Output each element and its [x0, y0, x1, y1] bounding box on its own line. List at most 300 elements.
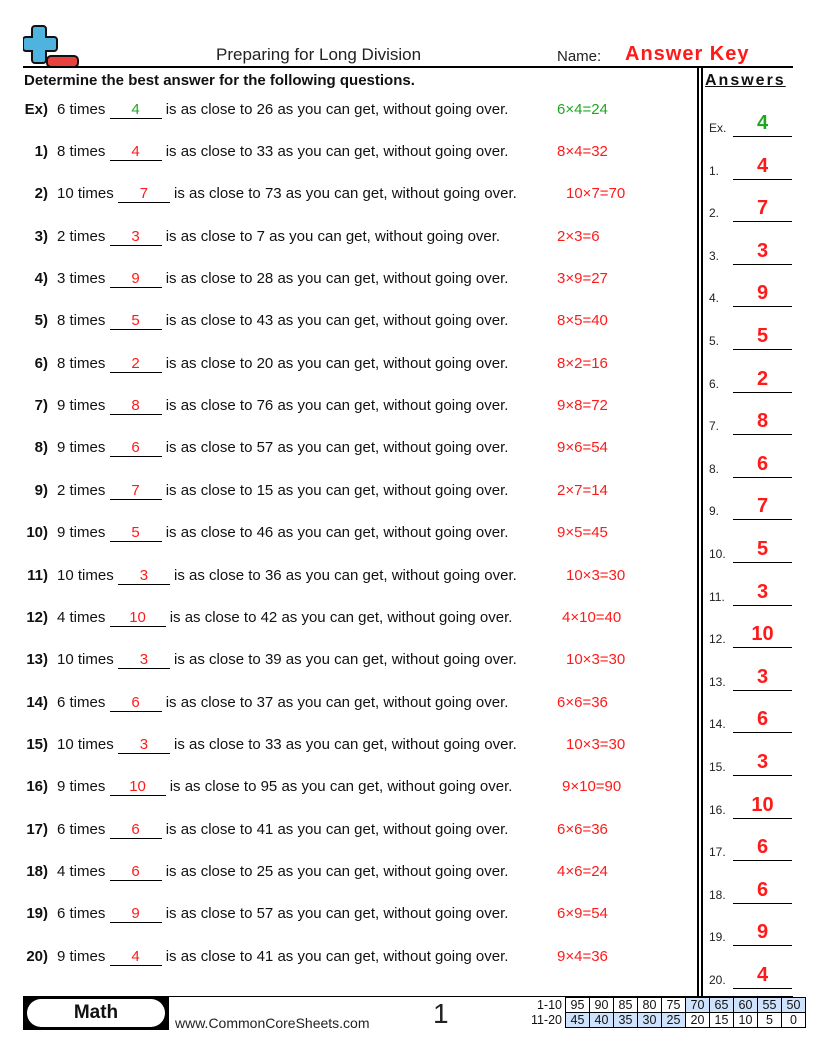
answer-key-value: 9 [756, 921, 769, 944]
answer-value: 6 [131, 439, 140, 456]
score-cell: 55 [758, 998, 782, 1013]
answer-blank [110, 143, 162, 161]
question-row [0, 736, 690, 758]
score-cell: 20 [686, 1013, 710, 1028]
multiplier: 9 [57, 439, 66, 456]
times-word: times [69, 312, 106, 329]
times-word: times [69, 397, 106, 414]
answer-key-row [709, 448, 793, 478]
answer-key-label: 18. [709, 887, 726, 902]
answer-blank [110, 524, 162, 542]
answer-key-row [709, 533, 793, 563]
question-text [57, 821, 508, 839]
worked-solution: 10×3=30 [566, 651, 626, 668]
multiplier: 6 [57, 905, 66, 922]
question-number: 5) [34, 312, 48, 329]
sentence-middle: is as close to [165, 101, 253, 118]
target-number: 37 [256, 694, 274, 711]
question-text [57, 736, 517, 754]
sentence-middle: is as close to [165, 482, 253, 499]
answer-value: 9 [131, 270, 140, 287]
subject-badge [23, 996, 169, 1030]
answer-key-line [733, 136, 792, 137]
sentence-end: as you can get, without going over. [285, 185, 517, 202]
answer-key-label: Ex. [709, 121, 727, 135]
sentence-end: as you can get, without going over. [277, 482, 509, 499]
answer-key-value: 6 [756, 836, 769, 859]
answer-value: 7 [139, 185, 149, 202]
sentence-end: as you can get, without going over. [277, 143, 509, 160]
worked-solution: 3×9=27 [557, 270, 608, 287]
score-cell: 35 [614, 1013, 638, 1028]
sentence-middle: is as close to [169, 609, 257, 626]
question-number: 3) [34, 228, 48, 245]
answer-key-row [709, 703, 793, 733]
multiplier: 10 [57, 567, 74, 584]
multiplier: 8 [57, 143, 66, 160]
answer-key-row [709, 192, 793, 222]
question-row [0, 228, 690, 250]
multiplier: 6 [57, 101, 66, 118]
question-row [0, 355, 690, 377]
question-row [0, 439, 690, 461]
sentence-end: as you can get, without going over. [285, 736, 517, 753]
score-cell: 45 [566, 1013, 590, 1028]
worked-solution: 2×7=14 [557, 482, 608, 499]
answer-key-label: 19. [709, 930, 726, 945]
answer-key-line [733, 221, 792, 222]
multiplier: 3 [57, 270, 66, 287]
times-word: times [69, 228, 106, 245]
answer-key-value: 7 [756, 495, 769, 518]
question-number: 9) [34, 482, 48, 499]
multiplier: 4 [57, 863, 66, 880]
score-cell: 10 [734, 1013, 758, 1028]
answer-key-row [709, 150, 793, 180]
answer-key-value: 6 [756, 878, 769, 901]
answer-blank [110, 694, 162, 712]
answer-value: 8 [131, 397, 140, 414]
sentence-middle: is as close to [165, 439, 253, 456]
worked-solution: 8×5=40 [557, 312, 608, 329]
answer-key-line [733, 562, 792, 563]
question-text [57, 101, 508, 119]
question-row [0, 948, 690, 970]
sentence-middle: is as close to [174, 736, 261, 753]
score-cell: 60 [734, 998, 758, 1013]
answer-key-label: 12. [709, 632, 726, 647]
question-text [57, 270, 508, 288]
multiplier: 9 [57, 397, 66, 414]
multiplier: 10 [57, 185, 74, 202]
sentence-end: as you can get, without going over. [277, 524, 509, 541]
question-number: 19) [26, 905, 48, 922]
subject-label: Math [27, 999, 165, 1027]
answer-key-line [733, 690, 792, 691]
answer-value: 10 [129, 778, 146, 795]
question-text [57, 312, 508, 330]
answer-value: 3 [139, 651, 149, 668]
worked-solution: 8×4=32 [557, 143, 608, 160]
target-number: 33 [256, 143, 274, 160]
question-text [57, 524, 508, 542]
answer-key-value: 5 [756, 538, 769, 560]
answer-key-line [733, 179, 792, 180]
answer-key-line [733, 647, 792, 648]
answer-key-label: 9. [709, 504, 720, 519]
question-row [0, 397, 690, 419]
page-number: 1 [433, 998, 449, 1029]
answer-blank [110, 863, 162, 881]
answer-key-row [709, 661, 793, 691]
multiplier: 9 [57, 524, 66, 541]
answer-key-value: 3 [756, 580, 769, 603]
answer-blank [118, 185, 170, 203]
sentence-middle: is as close to [169, 778, 257, 795]
target-number: 57 [256, 439, 274, 456]
question-text [57, 651, 517, 669]
answer-key-label: 16. [709, 802, 726, 817]
answer-key-value: 7 [756, 197, 769, 220]
answers-column-divider-inner [701, 68, 703, 996]
worked-solution: 2×3=6 [557, 228, 600, 245]
question-text [57, 185, 517, 203]
sentence-middle: is as close to [165, 397, 253, 414]
question-text [57, 143, 508, 161]
question-number: 15) [26, 736, 48, 753]
answer-key-row [709, 107, 793, 137]
answer-key-line [733, 264, 792, 265]
answer-blank [110, 397, 162, 415]
answer-key-line [733, 519, 792, 520]
answer-key-value: 3 [756, 239, 769, 262]
question-text [57, 567, 517, 585]
answer-key-label: 4. [709, 291, 720, 306]
question-row [0, 863, 690, 885]
target-number: 26 [256, 101, 274, 118]
score-cell: 75 [662, 998, 686, 1013]
answer-key-row [709, 320, 793, 350]
sentence-end: as you can get, without going over. [277, 821, 509, 838]
answer-key-row [709, 916, 793, 946]
answer-key-label: 6. [709, 376, 720, 391]
worked-solution: 10×3=30 [566, 736, 626, 753]
score-cell: 85 [614, 998, 638, 1013]
sentence-middle: is as close to [165, 863, 253, 880]
target-number: 39 [264, 651, 282, 668]
multiplier: 9 [57, 778, 66, 795]
answer-key-row [709, 746, 793, 776]
target-number: 15 [256, 482, 274, 499]
question-text [57, 694, 508, 712]
question-text [57, 397, 508, 415]
answer-blank [118, 651, 170, 669]
answer-key-value: 10 [751, 623, 774, 646]
answer-key-label: 3. [709, 248, 720, 263]
sentence-end: as you can get, without going over. [277, 397, 509, 414]
worked-solution: 9×10=90 [562, 778, 622, 795]
answer-key-line [733, 903, 792, 904]
answer-key-line [733, 945, 792, 946]
sentence-middle: is as close to [174, 185, 261, 202]
answer-key-value: 6 [756, 452, 769, 475]
answer-value: 3 [139, 736, 149, 753]
answer-key-value: 2 [756, 367, 769, 390]
sentence-middle: is as close to [174, 567, 261, 584]
question-row [0, 185, 690, 207]
question-row [0, 101, 690, 123]
answer-blank [110, 312, 162, 330]
question-number: 18) [26, 863, 48, 880]
answers-heading: Answers [705, 72, 786, 89]
target-number: 36 [264, 567, 282, 584]
answer-value: 5 [131, 312, 140, 329]
answer-value: 7 [131, 482, 140, 499]
name-label: Name: [557, 48, 602, 65]
sentence-middle: is as close to [165, 524, 253, 541]
times-word: times [69, 863, 106, 880]
answer-blank [110, 101, 162, 119]
answer-key-row [709, 789, 793, 819]
sentence-end: as you can get, without going over. [277, 948, 509, 965]
target-number: 7 [256, 228, 265, 245]
question-text [57, 482, 508, 500]
answer-blank [118, 736, 170, 754]
question-row [0, 312, 690, 334]
times-word: times [69, 948, 106, 965]
times-word: times [77, 651, 114, 668]
answer-key-line [733, 775, 792, 776]
sentence-end: as you can get, without going over. [285, 651, 517, 668]
target-number: 76 [256, 397, 274, 414]
question-text [57, 609, 512, 627]
sentence-middle: is as close to [165, 694, 253, 711]
answer-blank [110, 482, 162, 500]
question-number: 14) [26, 694, 48, 711]
answer-key-label: 15. [709, 760, 726, 774]
plus-minus-logo-icon [23, 23, 79, 69]
question-row [0, 143, 690, 165]
target-number: 28 [256, 270, 274, 287]
question-number: 1) [34, 143, 48, 160]
answer-key-row [709, 405, 793, 435]
multiplier: 2 [57, 482, 66, 499]
answer-key-row [709, 831, 793, 861]
times-word: times [69, 101, 106, 118]
answer-key-row [709, 235, 793, 265]
score-row [527, 998, 806, 1013]
score-cell: 0 [782, 1013, 806, 1028]
question-row [0, 270, 690, 292]
target-number: 33 [264, 736, 282, 753]
times-word: times [69, 143, 106, 160]
times-word: times [69, 524, 106, 541]
target-number: 57 [256, 905, 274, 922]
answer-key-line [733, 349, 792, 350]
sentence-end: as you can get, without going over. [277, 355, 509, 372]
times-word: times [77, 185, 114, 202]
multiplier: 8 [57, 355, 66, 372]
question-number: Ex) [24, 101, 48, 118]
worked-solution: 4×10=40 [562, 609, 622, 626]
score-cell: 25 [662, 1013, 686, 1028]
score-cell: 5 [758, 1013, 782, 1028]
sentence-end: as you can get, without going over. [277, 905, 509, 922]
answer-key-line [733, 477, 792, 478]
multiplier: 10 [57, 651, 74, 668]
answer-key-value: 4 [756, 112, 769, 134]
answer-key-value: 3 [756, 751, 769, 773]
answer-blank [110, 778, 166, 796]
target-number: 42 [260, 609, 278, 626]
score-row [527, 1013, 806, 1028]
answer-key-value: 3 [756, 665, 769, 688]
question-text [57, 355, 508, 373]
answer-key-row [709, 576, 793, 606]
answer-blank [110, 228, 162, 246]
sentence-middle: is as close to [165, 312, 253, 329]
answer-key-label: 11. [709, 589, 725, 604]
answer-key-line [733, 306, 792, 307]
target-number: 41 [256, 821, 274, 838]
question-number: 4) [34, 270, 48, 287]
answer-key-value: 5 [756, 325, 769, 347]
question-number: 20) [26, 948, 48, 965]
worked-solution: 6×4=24 [557, 101, 608, 118]
sentence-middle: is as close to [174, 651, 261, 668]
sentence-end: as you can get, without going over. [281, 609, 513, 626]
worked-solution: 6×9=54 [557, 905, 608, 922]
worked-solution: 6×6=36 [557, 694, 608, 711]
answer-key-value: 9 [756, 282, 769, 305]
question-row [0, 778, 690, 800]
score-cell: 40 [590, 1013, 614, 1028]
question-row [0, 609, 690, 631]
times-word: times [77, 736, 114, 753]
times-word: times [69, 694, 106, 711]
target-number: 46 [256, 524, 274, 541]
question-row [0, 694, 690, 716]
answer-value: 9 [131, 905, 140, 922]
answer-key-line [733, 392, 792, 393]
answer-key-row [709, 618, 793, 648]
sentence-end: as you can get, without going over. [269, 228, 501, 245]
sentence-end: as you can get, without going over. [277, 101, 509, 118]
answer-blank [118, 567, 170, 585]
answer-blank [110, 905, 162, 923]
name-value: Answer Key [625, 43, 750, 65]
sentence-middle: is as close to [165, 355, 253, 372]
sentence-end: as you can get, without going over. [277, 694, 509, 711]
sentence-end: as you can get, without going over. [277, 312, 509, 329]
score-cell: 80 [638, 998, 662, 1013]
question-text [57, 778, 512, 796]
worked-solution: 9×4=36 [557, 948, 608, 965]
question-row [0, 905, 690, 927]
times-word: times [69, 609, 106, 626]
question-number: 7) [34, 397, 48, 414]
answer-key-label: 2. [709, 206, 720, 221]
answer-key-value: 6 [756, 708, 769, 731]
question-text [57, 905, 508, 923]
sentence-end: as you can get, without going over. [277, 270, 509, 287]
answer-blank [110, 439, 162, 457]
score-row-label: 1-10 [536, 998, 562, 1012]
answer-blank [110, 948, 162, 966]
answer-key-label: 10. [709, 547, 726, 561]
multiplier: 8 [57, 312, 66, 329]
question-number: 12) [26, 609, 48, 626]
question-text [57, 948, 508, 966]
answer-value: 6 [131, 863, 140, 880]
sentence-middle: is as close to [165, 270, 253, 287]
answer-key-label: 14. [709, 717, 726, 732]
score-cell: 65 [710, 998, 734, 1013]
answer-value: 4 [131, 101, 140, 118]
worked-solution: 4×6=24 [557, 863, 608, 880]
answer-key-label: 7. [709, 419, 720, 434]
question-number: 8) [34, 439, 48, 456]
times-word: times [69, 355, 106, 372]
worked-solution: 9×5=45 [557, 524, 608, 541]
sentence-middle: is as close to [165, 143, 253, 160]
instructions: Determine the best answer for the following questions. [24, 72, 415, 89]
question-text [57, 439, 508, 457]
question-number: 2) [34, 185, 48, 202]
sentence-end: as you can get, without going over. [277, 439, 509, 456]
worked-solution: 9×8=72 [557, 397, 608, 414]
multiplier: 6 [57, 694, 66, 711]
answer-value: 10 [129, 609, 146, 626]
worked-solution: 10×3=30 [566, 567, 626, 584]
answer-key-label: 1. [709, 163, 720, 178]
answers-column-divider [697, 68, 699, 996]
answer-key-value: 8 [756, 410, 769, 433]
question-text [57, 863, 508, 881]
sentence-middle: is as close to [165, 948, 253, 965]
answer-value: 5 [131, 524, 140, 541]
answer-key-row [709, 874, 793, 904]
question-text [57, 228, 500, 246]
worked-solution: 10×7=70 [566, 185, 626, 202]
answer-key-label: 17. [709, 845, 726, 860]
score-cell: 95 [566, 998, 590, 1013]
answer-key-row [709, 363, 793, 393]
score-cell: 70 [686, 998, 710, 1013]
multiplier: 9 [57, 948, 66, 965]
question-row [0, 524, 690, 546]
answer-blank [110, 821, 162, 839]
answer-key-value: 4 [756, 964, 769, 986]
question-number: 16) [26, 778, 48, 795]
question-number: 11) [27, 567, 48, 584]
question-row [0, 651, 690, 673]
answer-value: 2 [131, 355, 140, 372]
answer-key-line [733, 860, 792, 861]
answer-blank [110, 609, 166, 627]
question-number: 6) [34, 355, 48, 372]
question-row [0, 482, 690, 504]
times-word: times [69, 778, 106, 795]
target-number: 43 [256, 312, 274, 329]
site-url: www.CommonCoreSheets.com [175, 1015, 370, 1031]
worked-solution: 9×6=54 [557, 439, 608, 456]
target-number: 41 [256, 948, 274, 965]
answer-key-label: 13. [709, 674, 726, 689]
question-number: 13) [26, 651, 48, 668]
answer-value: 6 [131, 821, 140, 838]
sentence-middle: is as close to [165, 228, 253, 245]
